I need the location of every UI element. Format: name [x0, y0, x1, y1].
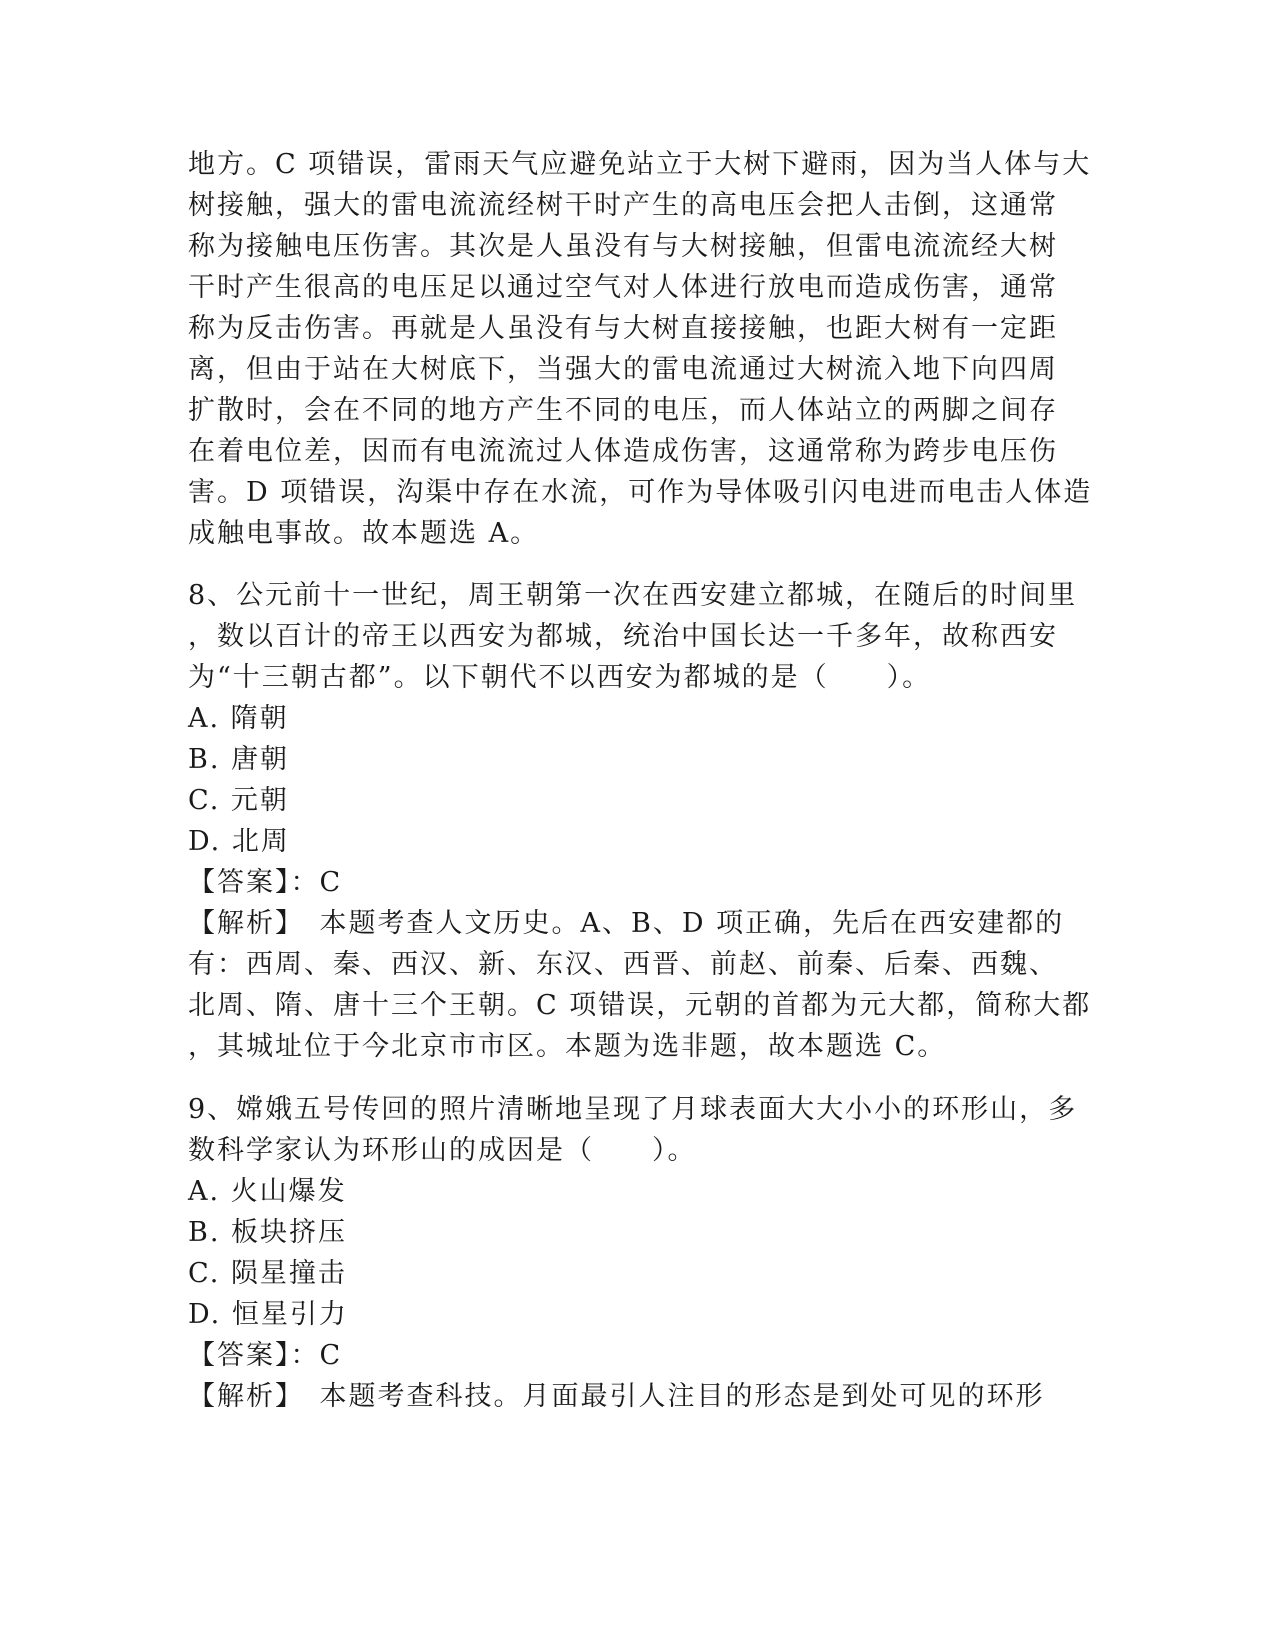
question-9-explanation-line: 【解析】 本题考查科技。月面最引人注目的形态是到处可见的环形	[188, 1381, 1045, 1412]
question-9-option-d: D. 恒星引力	[188, 1299, 348, 1330]
prev-explanation-line: 离，但由于站在大树底下，当强大的雷电流通过大树流入地下向四周	[188, 354, 1058, 385]
prev-explanation-line: 地方。C 项错误，雷雨天气应避免站立于大树下避雨，因为当人体与大	[188, 149, 1092, 180]
prev-explanation-line: 扩散时，会在不同的地方产生不同的电压，而人体站立的两脚之间存	[188, 395, 1058, 426]
question-9-option-a: A. 火山爆发	[188, 1176, 347, 1207]
question-8-explanation-line: 有：西周、秦、西汉、新、东汉、西晋、前赵、前秦、后秦、西魏、	[188, 949, 1058, 980]
prev-explanation-line: 在着电位差，因而有电流流过人体造成伤害，这通常称为跨步电压伤	[188, 436, 1058, 467]
question-9-option-b: B. 板块挤压	[188, 1217, 348, 1248]
question-9-stem-line: 数科学家认为环形山的成因是（ ）。	[188, 1135, 697, 1166]
question-8-stem-line: 为“十三朝古都”。以下朝代不以西安为都城的是（ ）。	[188, 662, 932, 693]
prev-explanation-line: 干时产生很高的电压足以通过空气对人体进行放电而造成伤害，通常	[188, 272, 1058, 303]
prev-explanation-line: 树接触，强大的雷电流流经树干时产生的高电压会把人击倒，这通常	[188, 190, 1058, 221]
question-8-stem-line: 8、公元前十一世纪，周王朝第一次在西安建立都城，在随后的时间里	[188, 580, 1078, 611]
prev-explanation-line: 成触电事故。故本题选 A。	[188, 518, 540, 549]
question-8-answer: 【答案】：C	[188, 867, 343, 898]
prev-explanation-line: 称为反击伤害。再就是人虽没有与大树直接接触，也距大树有一定距	[188, 313, 1058, 344]
prev-explanation-line: 害。D 项错误，沟渠中存在水流，可作为导体吸引闪电进而电击人体造	[188, 477, 1093, 508]
question-8-option-b: B. 唐朝	[188, 744, 290, 775]
question-8-explanation-line: 北周、隋、唐十三个王朝。C 项错误，元朝的首都为元大都，简称大都	[188, 990, 1092, 1021]
question-8-option-d: D. 北周	[188, 826, 290, 857]
question-8-option-a: A. 隋朝	[188, 703, 289, 734]
question-8-explanation-line: ，其城址位于今北京市市区。本题为选非题，故本题选 C。	[188, 1031, 947, 1062]
question-9-answer: 【答案】：C	[188, 1340, 343, 1371]
question-8-option-c: C. 元朝	[188, 785, 289, 816]
question-9-stem-line: 9、嫦娥五号传回的照片清晰地呈现了月球表面大大小小的环形山，多	[188, 1094, 1078, 1125]
question-9-option-c: C. 陨星撞击	[188, 1258, 347, 1289]
question-8-stem-line: ，数以百计的帝王以西安为都城，统治中国长达一千多年，故称西安	[188, 621, 1058, 652]
prev-explanation-line: 称为接触电压伤害。其次是人虽没有与大树接触，但雷电流流经大树	[188, 231, 1058, 262]
question-8-explanation-line: 【解析】 本题考查人文历史。A、B、D 项正确，先后在西安建都的	[188, 908, 1065, 939]
